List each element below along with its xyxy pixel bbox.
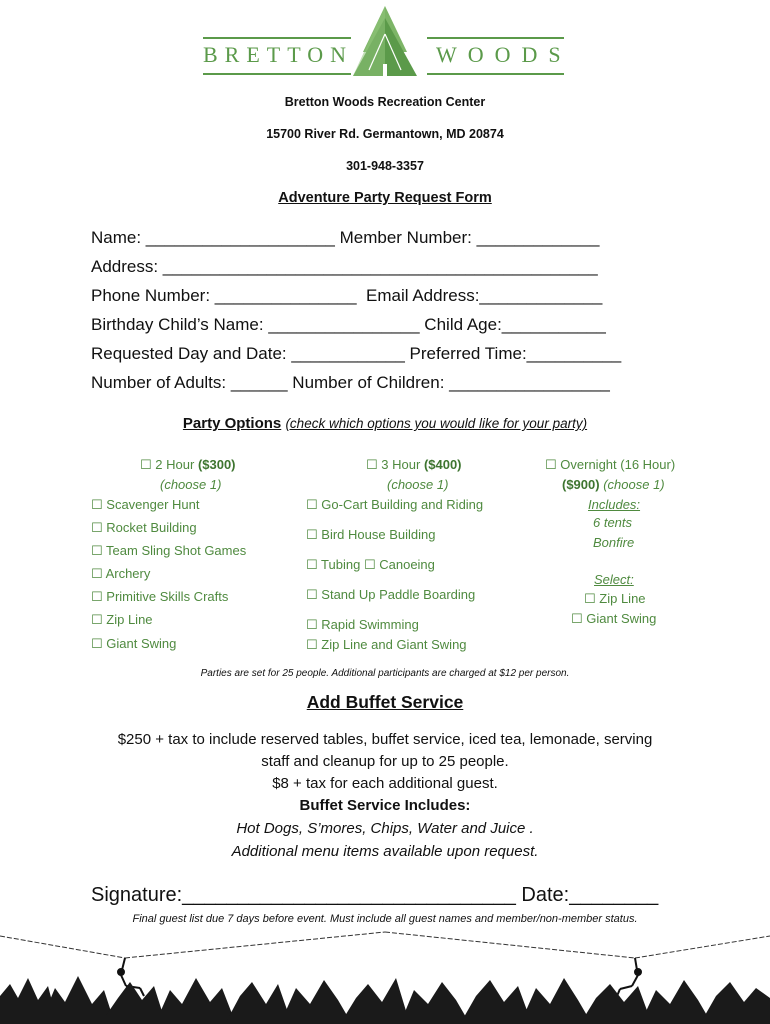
list-item[interactable] bbox=[571, 611, 656, 627]
center-name: Bretton Woods Recreation Center bbox=[284, 95, 486, 109]
logo-rule-right-bottom bbox=[427, 73, 564, 75]
option-2hour-header[interactable] bbox=[140, 457, 236, 473]
form-title: Adventure Party Request Form bbox=[278, 190, 492, 206]
checkbox-icon[interactable]: ☐ bbox=[584, 591, 596, 606]
overnight-include-item: Bonfire bbox=[593, 535, 635, 550]
list-item[interactable] bbox=[91, 520, 197, 536]
option-label: Team Sling Shot Games bbox=[106, 543, 247, 558]
option-label: Bird House Building bbox=[321, 527, 436, 542]
list-item[interactable] bbox=[91, 612, 153, 628]
list-item[interactable] bbox=[306, 587, 475, 603]
checkbox-icon[interactable]: ☐ bbox=[571, 611, 583, 626]
option-label: Rocket Building bbox=[106, 520, 197, 535]
party-options-label: Party Options bbox=[182, 415, 282, 432]
checkbox-icon[interactable]: ☐ bbox=[306, 587, 318, 602]
logo-rule-left-bottom bbox=[203, 73, 351, 75]
list-item[interactable] bbox=[306, 637, 467, 653]
checkbox-icon[interactable]: ☐ bbox=[306, 557, 318, 572]
buffet-includes-label: Buffet Service Includes: bbox=[299, 797, 471, 814]
address-field[interactable]: Address: ______________________________________________ bbox=[91, 257, 598, 276]
option-overnight-label: Overnight (16 Hour) bbox=[560, 457, 676, 472]
logo-word-right: WOODS bbox=[436, 42, 572, 67]
option-3hour-label: 3 Hour bbox=[381, 457, 421, 472]
option-label: Giant Swing bbox=[106, 636, 177, 651]
checkbox-icon[interactable]: ☐ bbox=[306, 617, 318, 632]
option-overnight-choose: (choose 1) bbox=[603, 477, 665, 492]
zipline-art bbox=[0, 926, 770, 1024]
logo-rule-left bbox=[203, 37, 351, 39]
zipline-cable bbox=[0, 932, 770, 958]
adults-children-field[interactable]: Number of Adults: ______ Number of Children: _________________ bbox=[91, 373, 610, 392]
list-item[interactable] bbox=[91, 589, 228, 605]
child-name-age-field[interactable]: Birthday Child’s Name: ________________ Child Age:___________ bbox=[91, 315, 606, 334]
option-2hour-choose: (choose 1) bbox=[160, 477, 222, 492]
checkbox-icon[interactable]: ☐ bbox=[366, 457, 378, 472]
overnight-includes-label: Includes: bbox=[588, 497, 641, 512]
option-label: Zip Line and Giant Swing bbox=[321, 637, 467, 652]
option-label: Go-Cart Building and Riding bbox=[321, 497, 484, 512]
list-item[interactable] bbox=[91, 566, 150, 582]
buffet-title: Add Buffet Service bbox=[306, 692, 464, 712]
party-options-title bbox=[0, 415, 770, 432]
list-item[interactable] bbox=[306, 617, 419, 633]
checkbox-icon[interactable]: ☐ bbox=[363, 557, 376, 572]
checkbox-icon[interactable]: ☐ bbox=[91, 520, 103, 535]
checkbox-icon[interactable]: ☐ bbox=[91, 566, 103, 581]
option-overnight-header[interactable] bbox=[545, 457, 675, 473]
list-item[interactable] bbox=[306, 497, 483, 513]
list-item[interactable] bbox=[306, 527, 435, 543]
center-phone: 301-948-3357 bbox=[346, 159, 424, 173]
option-3hour-header[interactable] bbox=[366, 457, 462, 473]
option-3hour-choose: (choose 1) bbox=[387, 477, 449, 492]
checkbox-icon[interactable]: ☐ bbox=[91, 589, 103, 604]
overnight-select-label: Select: bbox=[594, 572, 634, 587]
option-label: Archery bbox=[105, 566, 151, 581]
option-2hour-label: 2 Hour bbox=[155, 457, 195, 472]
buffet-more: Additional menu items available upon request. bbox=[231, 843, 539, 860]
option-label: Canoeing bbox=[379, 557, 435, 572]
pine-tree-icon bbox=[345, 4, 425, 80]
logo-word-left: BRETTON bbox=[203, 42, 354, 67]
checkbox-icon[interactable]: ☐ bbox=[306, 527, 318, 542]
buffet-line-2: staff and cleanup for up to 25 people. bbox=[261, 753, 509, 770]
phone-email-field[interactable]: Phone Number: _______________ Email Address:_____________ bbox=[91, 286, 603, 305]
option-label: Rapid Swimming bbox=[321, 617, 419, 632]
checkbox-icon[interactable]: ☐ bbox=[545, 457, 557, 472]
buffet-includes: Hot Dogs, S’mores, Chips, Water and Juice . bbox=[236, 820, 534, 837]
option-3hour-price: ($400) bbox=[423, 457, 462, 472]
option-overnight-price-line bbox=[562, 477, 665, 492]
checkbox-icon[interactable]: ☐ bbox=[91, 612, 103, 627]
option-2hour-price: ($300) bbox=[197, 457, 236, 472]
checkbox-icon[interactable]: ☐ bbox=[91, 497, 103, 512]
checkbox-icon[interactable]: ☐ bbox=[140, 457, 152, 472]
option-label: Scavenger Hunt bbox=[106, 497, 200, 512]
option-label: Primitive Skills Crafts bbox=[106, 589, 229, 604]
buffet-line-3: $8 + tax for each additional guest. bbox=[272, 775, 498, 792]
party-note: Parties are set for 25 people. Additional participants are charged at $12 per person. bbox=[200, 668, 570, 679]
list-item[interactable] bbox=[91, 543, 246, 559]
buffet-line-1: $250 + tax to include reserved tables, buffet service, iced tea, lemonade, serving bbox=[117, 731, 653, 748]
day-time-field[interactable]: Requested Day and Date: ____________ Preferred Time:__________ bbox=[91, 344, 622, 363]
option-overnight-price: ($900) bbox=[562, 477, 600, 492]
name-member-field[interactable]: Name: ____________________ Member Number: _____________ bbox=[91, 228, 600, 247]
option-label: Zip Line bbox=[599, 591, 646, 606]
option-label: Giant Swing bbox=[586, 611, 657, 626]
logo-rule-right bbox=[427, 37, 564, 39]
checkbox-icon[interactable]: ☐ bbox=[306, 637, 318, 652]
list-item[interactable] bbox=[91, 497, 200, 513]
list-item[interactable] bbox=[584, 591, 646, 607]
option-label: Stand Up Paddle Boarding bbox=[321, 587, 476, 602]
signature-date-field[interactable]: Signature:______________________________ Date:________ bbox=[91, 884, 659, 906]
checkbox-icon[interactable]: ☐ bbox=[91, 636, 103, 651]
party-options-subtitle: (check which options you would like for your party) bbox=[285, 416, 588, 431]
checkbox-icon[interactable]: ☐ bbox=[91, 543, 103, 558]
option-label: Zip Line bbox=[106, 612, 153, 627]
final-note: Final guest list due 7 days before event. Must include all guest names and member/non-member status. bbox=[132, 913, 638, 925]
option-label: Tubing bbox=[321, 557, 361, 572]
overnight-include-item: 6 tents bbox=[593, 515, 633, 530]
center-address: 15700 River Rd. Germantown, MD 20874 bbox=[266, 127, 504, 141]
checkbox-icon[interactable]: ☐ bbox=[306, 497, 318, 512]
forest-silhouette-icon bbox=[0, 976, 770, 1024]
list-item[interactable] bbox=[306, 557, 435, 573]
list-item[interactable] bbox=[91, 636, 176, 652]
